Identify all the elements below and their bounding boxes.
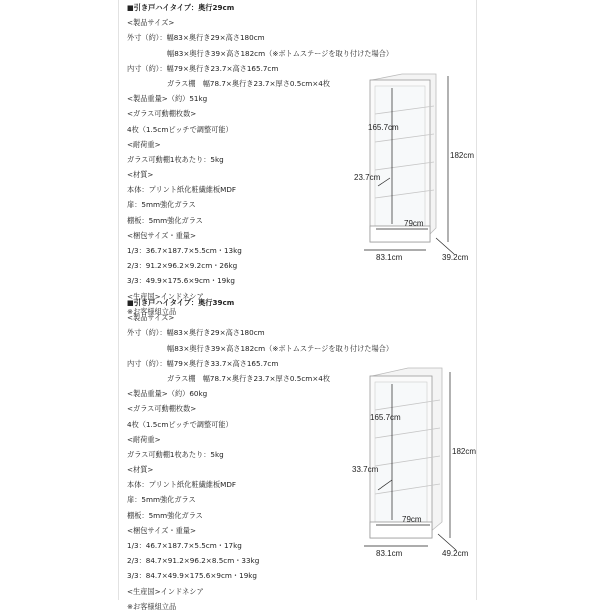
spec-line: 内寸（約）：幅79×奥行き33.7×高さ165.7cm <box>127 358 279 368</box>
outer-height-label: 182cm <box>452 447 477 456</box>
spec-line: 外寸（約）：幅83×奥行き29×高さ180cm <box>127 328 265 338</box>
spec-line: 幅83×奥行き39×高さ182cm（※ボトムステージを取り付けた場合） <box>167 343 394 353</box>
inner-depth-label: 23.7cm <box>354 173 381 182</box>
inner-width-label: 79cm <box>402 515 422 524</box>
outer-width-label: 83.1cm <box>376 549 403 558</box>
cabinet-drawing <box>370 74 436 242</box>
spec-line: <生産国>インドネシア <box>127 586 204 596</box>
outer-depth-label: 49.2cm <box>442 549 469 558</box>
outer-height-label: 182cm <box>450 151 475 160</box>
spec-line: <ガラス可動棚枚数> <box>127 109 197 119</box>
outer-depth-label: 39.2cm <box>442 253 469 262</box>
spec-line: <製品サイズ> <box>127 18 175 28</box>
spec-heading: ■引き戸ハイタイプ：奥行39cm <box>127 298 235 307</box>
spec-line: 外寸（約）：幅83×奥行き29×高さ180cm <box>127 33 265 43</box>
spec-line: ※お客様組立品 <box>127 601 177 611</box>
spec-heading: ■引き戸ハイタイプ：奥行29cm <box>127 3 235 12</box>
spec-line: 棚板：5mm強化ガラス <box>127 510 203 520</box>
cabinet-diagram-29cm <box>330 66 480 266</box>
spec-line: 1/3：46.7×187.7×5.5cm・17kg <box>127 541 242 550</box>
spec-line: 3/3：84.7×49.9×175.6×9cm・19kg <box>127 571 257 581</box>
spec-line: ガラス棚 幅78.7×奥行き23.7×厚さ0.5cm×4枚 <box>167 373 331 383</box>
spec-line: <耐荷重> <box>127 139 161 149</box>
inner-height-label: 165.7cm <box>370 413 401 422</box>
spec-line: 棚板：5mm強化ガラス <box>127 215 203 225</box>
spec-line: <製品重量>（約）60kg <box>127 389 208 399</box>
spec-line: <製品サイズ> <box>127 313 175 323</box>
spec-line: 本体：プリント紙化粧繊維板MDF <box>127 185 237 195</box>
inner-depth-label: 33.7cm <box>352 465 379 474</box>
spec-line: <梱包サイズ・重量> <box>127 525 196 535</box>
spec-line: <梱包サイズ・重量> <box>127 230 196 240</box>
spec-line: <材質> <box>127 465 154 475</box>
outer-width-label: 83.1cm <box>376 253 403 262</box>
spec-line: 幅83×奥行き39×高さ182cm（※ボトムステージを取り付けた場合） <box>167 48 394 58</box>
spec-line: 本体：プリント紙化粧繊維板MDF <box>127 480 237 490</box>
spec-line: <生産国>インドネシア <box>127 291 204 301</box>
spec-line: 2/3：91.2×96.2×9.2cm・26kg <box>127 261 238 271</box>
spec-line: 4枚（1.5cmピッチで調整可能） <box>127 419 233 429</box>
spec-line: <耐荷重> <box>127 434 161 444</box>
spec-line: ガラス可動棚1枚あたり：5kg <box>127 154 224 164</box>
spec-line: <ガラス可動棚枚数> <box>127 404 197 414</box>
spec-line: ※お客様組立品 <box>127 306 177 316</box>
spec-line: 4枚（1.5cmピッチで調整可能） <box>127 124 233 134</box>
spec-line: 内寸（約）：幅79×奥行き23.7×高さ165.7cm <box>127 63 279 73</box>
spec-line: <製品重量>（約）51kg <box>127 94 208 104</box>
spec-line: <材質> <box>127 170 154 180</box>
inner-height-label: 165.7cm <box>368 123 399 132</box>
spec-line: ガラス可動棚1枚あたり：5kg <box>127 449 224 459</box>
spec-line: ガラス棚 幅78.7×奥行き23.7×厚さ0.5cm×4枚 <box>167 78 331 88</box>
spec-line: 扉：5mm強化ガラス <box>127 495 196 505</box>
spec-line: 扉：5mm強化ガラス <box>127 200 196 210</box>
page-border-left <box>118 0 119 600</box>
cabinet-diagram-39cm <box>330 362 480 562</box>
spec-line: 1/3：36.7×187.7×5.5cm・13kg <box>127 246 242 255</box>
spec-line: 2/3：84.7×91.2×96.2×8.5cm・33kg <box>127 556 260 566</box>
inner-width-label: 79cm <box>404 219 424 228</box>
cabinet-drawing <box>370 368 442 538</box>
outer-depth-dim-line <box>438 534 456 550</box>
outer-depth-dim-line <box>436 238 454 254</box>
spec-line: 3/3：49.9×175.6×9cm・19kg <box>127 276 235 286</box>
